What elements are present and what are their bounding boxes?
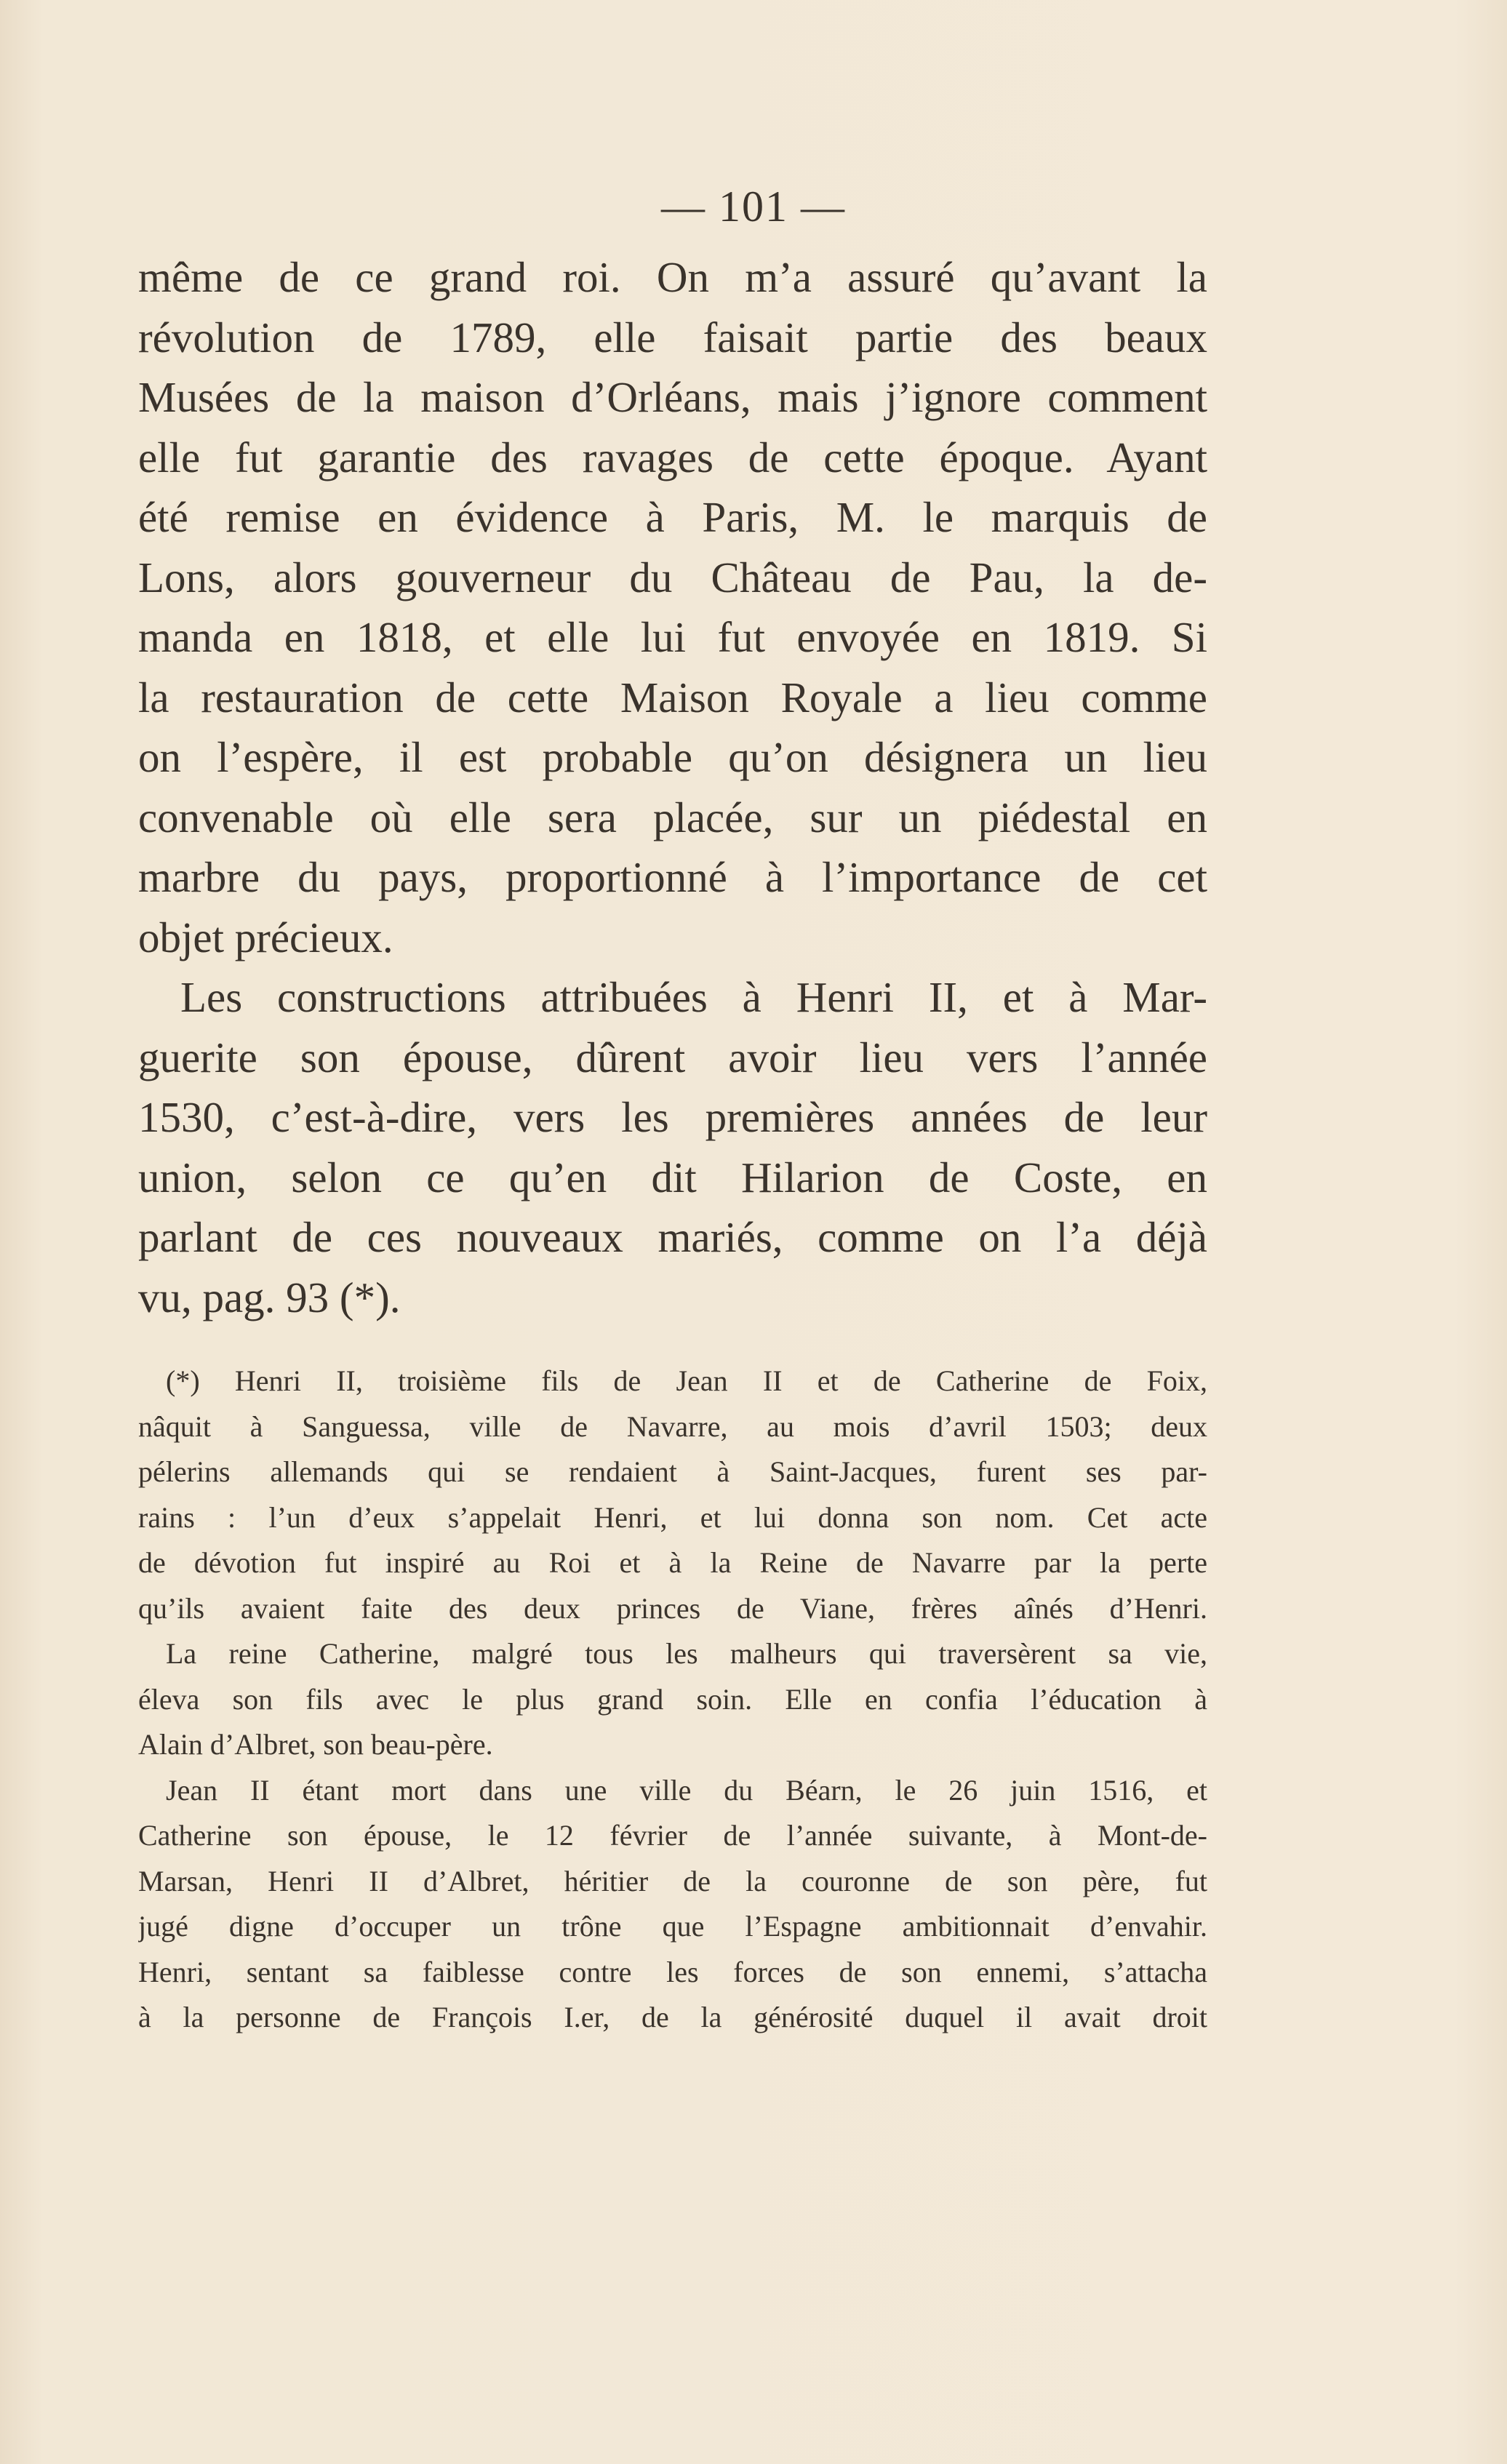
- footnote-line: Alain d’Albret, son beau-père.: [138, 1728, 493, 1761]
- footnote-line: Catherine son épouse, le 12 février de l’année suivante, à Mont-de-: [138, 1819, 1207, 1852]
- footnote-line: rains : l’un d’eux s’appelait Henri, et lui donna son nom. Cet acte: [138, 1500, 1207, 1534]
- footnote-line: (*) Henri II, troisième fils de Jean II et de Catherine de Foix,: [166, 1364, 1207, 1397]
- text-line: révolution de 1789, elle faisait partie des beaux: [138, 313, 1207, 361]
- footnote-line: Marsan, Henri II d’Albret, héritier de la couronne de son père, fut: [138, 1864, 1207, 1897]
- footnote-line: de dévotion fut inspiré au Roi et à la Reine de Navarre par la perte: [138, 1546, 1207, 1579]
- footnote-line: nâquit à Sanguessa, ville de Navarre, au mois d’avril 1503; deux: [138, 1409, 1207, 1443]
- text-line: parlant de ces nouveaux mariés, comme on l’a déjà: [138, 1213, 1207, 1261]
- footnote-line: pélerins allemands qui se rendaient à Saint-Jacques, furent ses par-: [138, 1455, 1207, 1488]
- footnote-line: Henri, sentant sa faiblesse contre les forces de son ennemi, s’attacha: [138, 1955, 1207, 1988]
- text-line: convenable où elle sera placée, sur un piédestal en: [138, 793, 1207, 841]
- main-text: [138, 247, 1207, 1327]
- text-line: objet précieux.: [138, 913, 393, 961]
- text-line: elle fut garantie des ravages de cette époque. Ayant: [138, 433, 1207, 481]
- text-line: Les constructions attribuées à Henri II, et à Mar-: [180, 973, 1207, 1021]
- text-line: même de ce grand roi. On m’a assuré qu’avant la: [138, 253, 1207, 301]
- text-line: vu, pag. 93 (*).: [138, 1273, 401, 1321]
- footnote-line: jugé digne d’occuper un trône que l’Espagne ambitionnait d’envahir.: [138, 1910, 1207, 1943]
- text-line: union, selon ce qu’en dit Hilarion de Coste, en: [138, 1153, 1207, 1201]
- text-line: manda en 1818, et elle lui fut envoyée en 1819. Si: [138, 613, 1207, 661]
- footnote-line: à la personne de François I.er, de la générosité duquel il avait droit: [138, 2001, 1207, 2033]
- footnote: [138, 1359, 1207, 2041]
- text-line: Musées de la maison d’Orléans, mais j’ignore comment: [138, 373, 1207, 421]
- text-line: Lons, alors gouverneur du Château de Pau, la de-: [138, 553, 1207, 601]
- footnote-line: qu’ils avaient faite des deux princes de Viane, frères aînés d’Henri.: [138, 1591, 1207, 1625]
- text-line: marbre du pays, proportionné à l’importance de cet: [138, 853, 1207, 901]
- text-line: guerite son épouse, dûrent avoir lieu vers l’année: [138, 1033, 1207, 1081]
- text-line: on l’espère, il est probable qu’on désignera un lieu: [138, 733, 1207, 781]
- footnote-line: Jean II étant mort dans une ville du Béarn, le 26 juin 1516, et: [166, 1773, 1207, 1807]
- text-line: été remise en évidence à Paris, M. le marquis de: [138, 493, 1207, 541]
- footnote-line: éleva son fils avec le plus grand soin. Elle en confia l’éducation à: [138, 1682, 1207, 1716]
- text-line: 1530, c’est-à-dire, vers les premières années de leur: [138, 1093, 1207, 1141]
- footnote-line: La reine Catherine, malgré tous les malheurs qui traversèrent sa vie,: [166, 1637, 1207, 1670]
- text-line: la restauration de cette Maison Royale a lieu comme: [138, 673, 1207, 721]
- page-number-header: — 101 —: [661, 183, 846, 231]
